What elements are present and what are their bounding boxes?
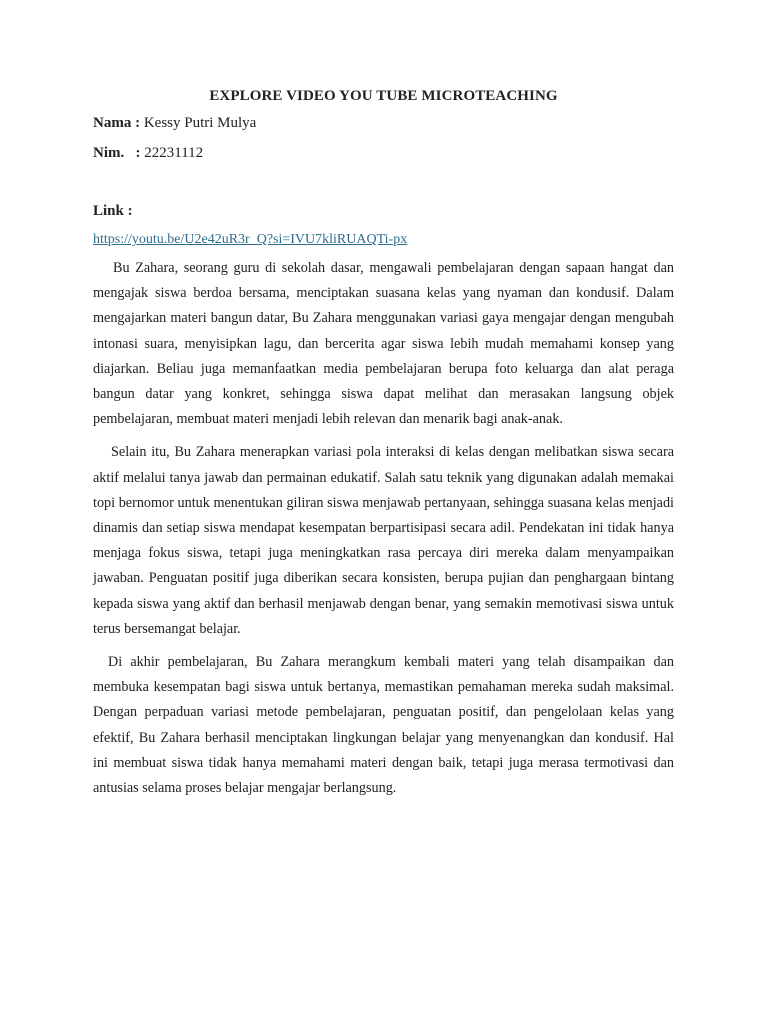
youtube-link[interactable]: https://youtu.be/U2e42uR3r_Q?si=IVU7kliRUAQTi-px — [93, 232, 408, 247]
paragraph-1: Bu Zahara, seorang guru di sekolah dasar, mengawali pembelajaran dengan sapaan hangat dan mengajak siswa berdoa bersama, menciptakan suasana kelas yang nyaman dan kondusif. Dalam mengajarkan materi bangun datar, Bu Zahara menggunakan variasi gaya mengajar dengan mengubah intonasi suara, menyisipkan lagu, dan bercerita agar siswa lebih mudah memahami konsep yang diajarkan. Beliau juga memanfaatkan media pembelajaran berupa foto keluarga dan alat peraga bangun datar yang konkret, sehingga siswa dapat melihat dan merasakan langsung objek pembelajaran, membuat materi menjadi lebih relevan dan menarik bagi anak-anak. — [93, 260, 674, 428]
nama-row — [93, 113, 674, 133]
document-title: EXPLORE VIDEO YOU TUBE MICROTEACHING — [209, 88, 558, 104]
nama-value: Kessy Putri Mulya — [140, 115, 257, 131]
nama-label: Nama : — [93, 115, 141, 131]
paragraph-3: Di akhir pembelajaran, Bu Zahara merangkum kembali materi yang telah disampaikan dan membuka kesempatan bagi siswa untuk bertanya, memastikan pemahaman mereka sudah maksimal. Dengan perpaduan variasi metode pembelajaran, penguatan positif, dan pengelolaan kelas yang efektif, Bu Zahara berhasil menciptakan lingkungan belajar yang menyenangkan dan kondusif. Hal ini membuat siswa tidak hanya memahami materi dengan baik, tetapi juga merasa termotivasi dan antusias selama proses belajar mengajar berlangsung. — [93, 654, 674, 797]
link-label: Link : — [93, 203, 133, 219]
nim-row — [93, 143, 674, 163]
nim-label: Nim. : — [93, 145, 141, 161]
nim-value: 22231112 — [140, 145, 204, 161]
paragraph-2: Selain itu, Bu Zahara menerapkan variasi pola interaksi di kelas dengan melibatkan siswa secara aktif melalui tanya jawab dan permainan edukatif. Salah satu teknik yang digunakan adalah memakai topi bernomor untuk menentukan giliran siswa menjawab pertanyaan, sehingga suasana kelas menjadi dinamis dan setiap siswa mendapat kesempatan berpartisipasi secara adil. Pendekatan ini tidak hanya menjaga fokus siswa, tetapi juga meningkatkan rasa percaya diri mereka dalam menyampaikan jawaban. Penguatan positif juga diberikan secara konsisten, berupa pujian dan penghargaan bintang kepada siswa yang aktif dan berhasil menjawab dengan benar, yang semakin memotivasi siswa untuk terus bersemangat belajar. — [93, 444, 674, 637]
